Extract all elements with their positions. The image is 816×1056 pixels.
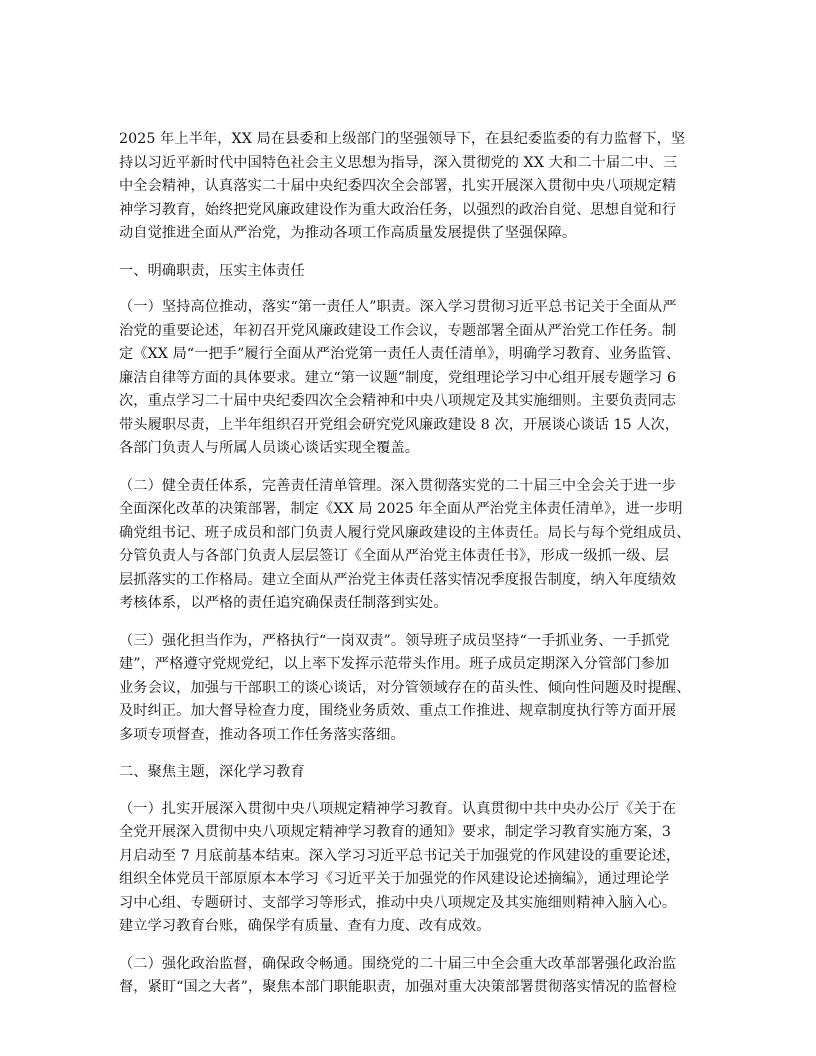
text-line: 廉洁自律等方面的具体要求。建立“第一议题”制度，党组理论学习中心组开展专题学习 6: [119, 369, 677, 386]
text-line: 建立学习教育台账，确保学有质量、查有力度、改有成效。: [119, 918, 491, 934]
body-paragraph: [119, 475, 720, 616]
text-line: 层抓落实的工作格局。建立全面从严治党主体责任落实情况季度报告制度，纳入年度绩效: [119, 571, 677, 588]
text-line: 全党开展深入贯彻中央八项规定精神学习教育的通知》要求，制定学习教育实施方案，3: [119, 824, 672, 840]
text-line: 动自觉推进全面从严治党，为推动各项工作高质量发展提供了坚强保障。: [119, 225, 577, 241]
section-heading: [119, 260, 720, 284]
text-line: 分管负责人与各部门负责人层层签订《全面从严治党主体责任书》，形成一级抓一级、层: [119, 548, 670, 564]
body-paragraph: [119, 296, 720, 461]
text-line: 二、聚焦主题，深化学习教育: [119, 764, 305, 780]
body-paragraph: [119, 798, 720, 939]
section-heading: [119, 761, 720, 785]
text-line: 带头履职尽责，上半年组织召开党组会研究党风廉政建设 8 次，开展谈心谈话 15 人次，: [119, 416, 680, 433]
text-line: 多项专项督查，推动各项工作任务落实落细。: [119, 726, 405, 743]
text-line: 月启动至 7 月底前基本结束。深入学习习近平总书记关于加强党的作风建设的重要论述，: [119, 847, 681, 864]
text-line: 全面深化改革的决策部署，制定《XX 局 2025 年全面从严治党主体责任清单》，进一步明: [119, 501, 683, 517]
text-line: 督，紧盯“国之大者”，聚焦本部门职能职责，加强对重大决策部署贯彻落实情况的监督检: [119, 979, 677, 995]
text-line: 治党的重要论述，年初召开党风廉政建设工作会议，专题部署全面从严治党工作任务。制: [119, 322, 677, 339]
text-line: 持以习近平新时代中国特色社会主义思想为指导，深入贯彻党的 XX 大和二十届二中、三: [119, 154, 678, 171]
text-line: （一）坚持高位推动，落实“第一责任人”职责。深入学习贯彻习近平总书记关于全面从严: [119, 299, 677, 315]
text-line: （二）强化政治监督，确保政令畅通。围绕党的二十届三中全会重大改革部署强化政治监: [119, 955, 677, 972]
text-line: 考核体系，以严格的责任追究确保责任制落到实处。: [119, 595, 448, 611]
text-line: 2025 年上半年，XX 局在县委和上级部门的坚强领导下，在县纪委监委的有力监督下，坚: [119, 131, 686, 147]
text-line: 确党组书记、班子成员和部门负责人履行党风廉政建设的主体责任。局长与每个党组成员、: [119, 524, 691, 541]
text-line: 建”，严格遵守党规党纪，以上率下发挥示范带头作用。班子成员定期深入分管部门参加: [119, 656, 670, 672]
text-line: 一、明确职责，压实主体责任: [119, 262, 305, 279]
text-line: 各部门负责人与所属人员谈心谈话实现全覆盖。: [119, 440, 420, 456]
body-paragraph: [119, 128, 720, 246]
text-line: （二）健全责任体系，完善责任清单管理。深入贯彻落实党的二十届三中全会关于进一步: [119, 477, 677, 494]
text-line: 业务会议，加强与干部职工的谈心谈话，对分管领域存在的苗头性、倾向性问题及时提醒、: [119, 679, 691, 696]
text-line: 组织全体党员干部原原本本学习《习近平关于加强党的作风建设论述摘编》，通过理论学: [119, 871, 670, 887]
text-line: 定《XX 局“一把手”履行全面从严治党第一责任人责任清单》，明确学习教育、业务监管、: [119, 346, 681, 362]
text-line: 中全会精神，认真落实二十届中央纪委四次全会部署，扎实开展深入贯彻中央八项规定精: [119, 178, 677, 194]
text-line: 及时纠正。加大督导检查力度，围绕业务质效、重点工作推进、规章制度执行等方面开展: [119, 703, 677, 719]
body-paragraph: [119, 630, 720, 748]
body-paragraph: [119, 953, 720, 1000]
text-line: （一）扎实开展深入贯彻中央八项规定精神学习教育。认真贯彻中共中央办公厅《关于在: [119, 800, 677, 817]
text-line: 习中心组、专题研讨、支部学习等形式，推动中央八项规定及其实施细则精神入脑入心。: [119, 894, 677, 911]
text-line: （三）强化担当作为，严格执行“一岗双责”。领导班子成员坚持“一手抓业务、一手抓党: [119, 632, 670, 649]
text-line: 神学习教育，始终把党风廉政建设作为重大政治任务，以强烈的政治自觉、思想自觉和行: [119, 201, 677, 218]
text-line: 次，重点学习二十届中央纪委四次全会精神和中央八项规定及其实施细则。主要负责同志: [119, 393, 677, 409]
